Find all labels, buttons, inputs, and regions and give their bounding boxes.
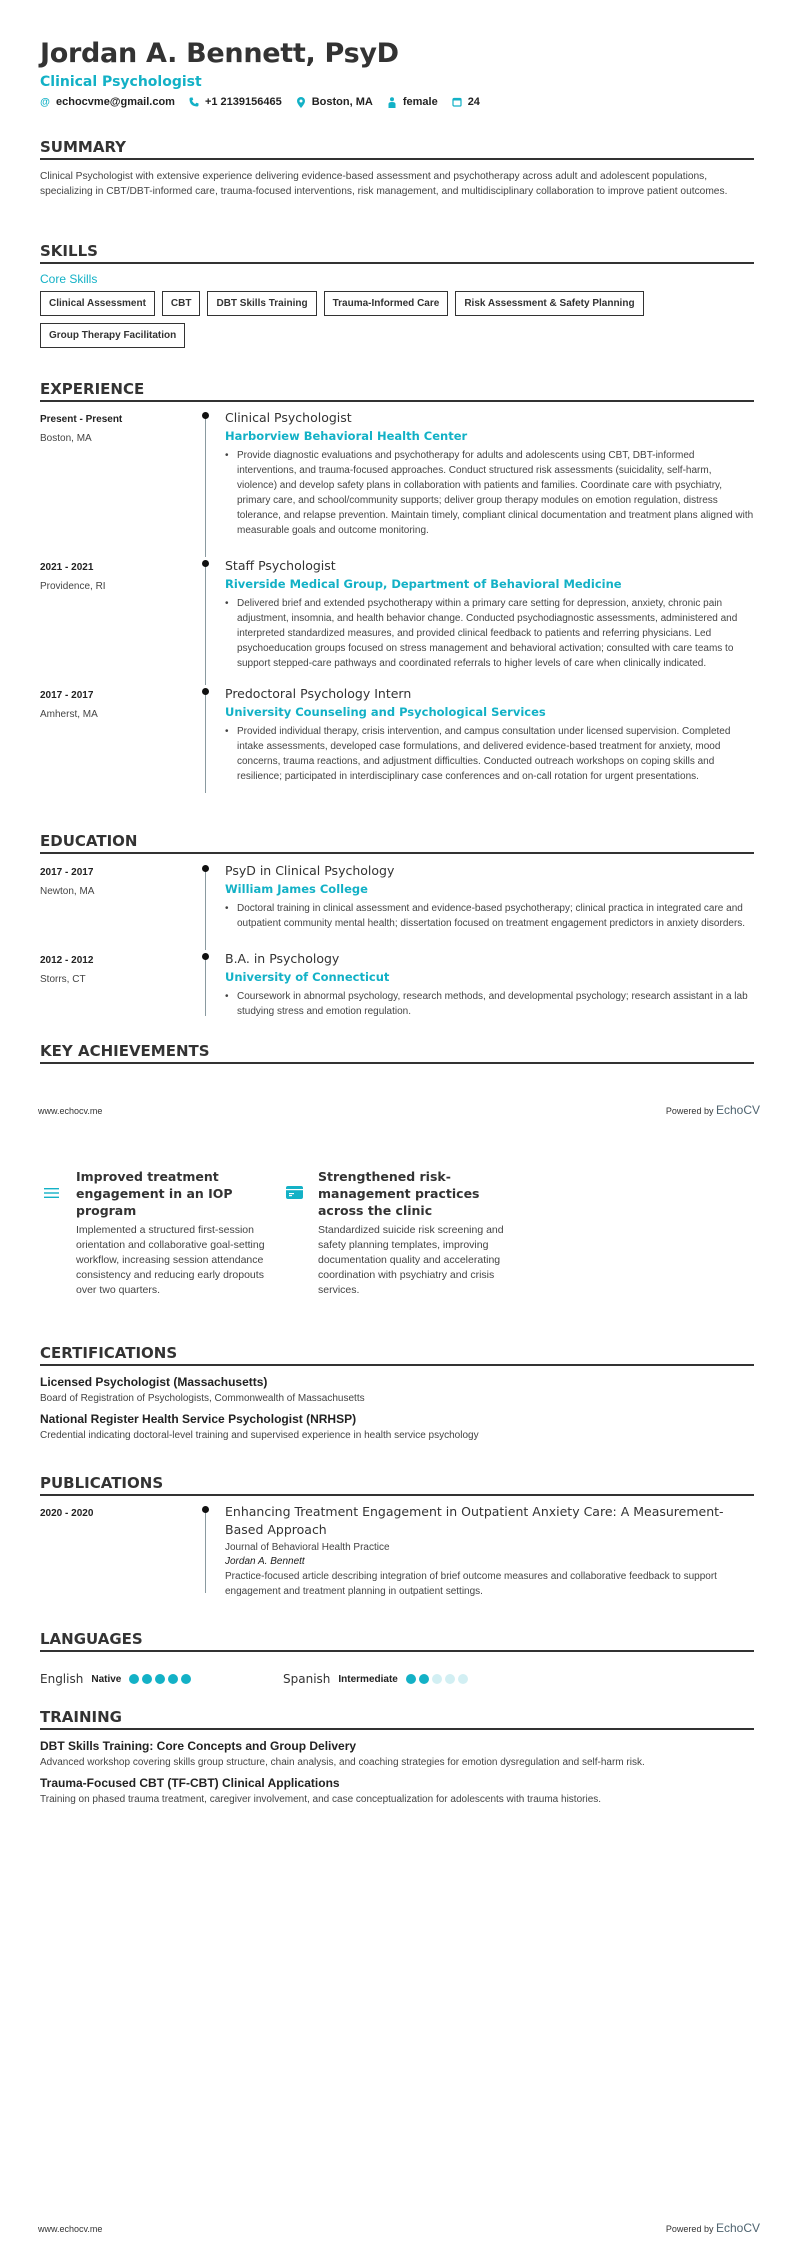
timeline-dot-icon [202, 560, 209, 567]
rating-dot-filled-icon [406, 1674, 416, 1684]
experience-item [40, 685, 754, 799]
rating-dot-empty-icon [432, 1674, 442, 1684]
language-item [40, 1672, 191, 1686]
skill-chip: DBT Skills Training [207, 291, 316, 316]
rating-dot-empty-icon [458, 1674, 468, 1684]
section-title-languages: LANGUAGES [40, 1630, 754, 1652]
card-icon [286, 1186, 306, 1298]
rating-dot-filled-icon [129, 1674, 139, 1684]
employer: Riverside Medical Group, Department of Behavioral Medicine [225, 577, 622, 591]
timeline-line [205, 689, 206, 793]
job-title: Staff Psychologist [225, 558, 336, 573]
certification-issuer: Credential indicating doctoral-level training and supervised experience in health service psychology [40, 1430, 479, 1441]
publication-date: 2020 - 2020 [40, 1508, 94, 1519]
experience-location: Amherst, MA [40, 709, 98, 720]
certification-item [40, 1375, 754, 1404]
footer-powered-by [666, 1103, 760, 1117]
timeline-dot-icon [202, 953, 209, 960]
contact-email[interactable] [40, 96, 175, 108]
email-value: echocvme@gmail.com [56, 96, 175, 108]
section-title-experience: EXPERIENCE [40, 380, 754, 402]
training-item [40, 1739, 754, 1768]
education-date: 2017 - 2017 [40, 867, 94, 878]
timeline-line [205, 954, 206, 1016]
section-title-education: EDUCATION [40, 832, 754, 854]
phone-icon [189, 97, 199, 107]
section-title-publications: PUBLICATIONS [40, 1474, 754, 1496]
skill-chips [40, 291, 754, 348]
timeline-dot-icon [202, 412, 209, 419]
achievement-text: Implemented a structured first-session orientation and collaborative goal-setting workflow, increasing session attendance consistency and reducing early dropouts over two quarters. [76, 1224, 265, 1296]
rating-dot-filled-icon [181, 1674, 191, 1684]
training-description: Advanced workshop covering skills group structure, chain analysis, and coaching strategies for emotion dysregulation and self-harm risk. [40, 1757, 645, 1768]
experience-item [40, 409, 754, 557]
experience-location: Boston, MA [40, 433, 92, 444]
achievement-title: Strengthened risk-management practices across the clinic [318, 1169, 480, 1218]
timeline-line [205, 866, 206, 950]
training-title: Trauma-Focused CBT (TF-CBT) Clinical Applications [40, 1776, 340, 1790]
candidate-role: Clinical Psychologist [40, 74, 202, 90]
language-item [283, 1672, 468, 1686]
language-name: English [40, 1672, 84, 1686]
brand-logo: EchoCV [715, 2221, 760, 2235]
timeline-dot-icon [202, 688, 209, 695]
experience-date: Present - Present [40, 414, 123, 425]
gender-value: female [402, 96, 438, 108]
timeline-dot-icon [202, 1506, 209, 1513]
school: William James College [225, 882, 368, 896]
footer-powered-by [666, 2221, 760, 2235]
achievement-text: Standardized suicide risk screening and safety planning templates, improving documentation quality and accelerating coordination with psychiatry and crisis services. [318, 1224, 504, 1296]
certification-title: Licensed Psychologist (Massachusetts) [40, 1375, 268, 1389]
timeline-dot-icon [202, 865, 209, 872]
certifications-list [40, 1375, 754, 1441]
location-value: Boston, MA [311, 96, 373, 108]
certification-issuer: Board of Registration of Psychologists, Commonwealth of Massachusetts [40, 1393, 365, 1404]
rating-dot-empty-icon [445, 1674, 455, 1684]
degree: B.A. in Psychology [225, 951, 340, 966]
job-bullet: • Provided individual therapy, crisis intervention, and campus consultation under licensed supervision. Completed intake assessments, developed case formulations, and delivered evidence-based treatment for anxiety, mood concerns, trauma reactions, and adjustment difficulties. Conducted outreach workshops on coping skills and resilience; participated in interdisciplinary case conferences and on-call rotation for urgent presentations. [225, 724, 754, 784]
rating-dot-filled-icon [142, 1674, 152, 1684]
employer: Harborview Behavioral Health Center [225, 429, 468, 443]
skill-chip: Trauma-Informed Care [324, 291, 449, 316]
timeline-line [205, 1507, 206, 1593]
training-description: Training on phased trauma treatment, caregiver involvement, and case conceptualization for adolescents with trauma histories. [40, 1794, 602, 1805]
achievement-item [44, 1168, 266, 1298]
publications-list [40, 1503, 754, 1597]
experience-date: 2021 - 2021 [40, 562, 94, 573]
school: University of Connecticut [225, 970, 390, 984]
contact-age [452, 96, 480, 108]
experience-location: Providence, RI [40, 581, 106, 592]
section-title-training: TRAINING [40, 1708, 754, 1730]
certification-title: National Register Health Service Psychologist (NRHSP) [40, 1412, 357, 1426]
age-value: 24 [467, 96, 480, 108]
training-list [40, 1739, 754, 1805]
contact-bar [40, 96, 480, 108]
skill-chip: Group Therapy Facilitation [40, 323, 185, 348]
language-rating [406, 1674, 468, 1684]
experience-date: 2017 - 2017 [40, 690, 94, 701]
skill-chip: CBT [162, 291, 201, 316]
section-title-summary: SUMMARY [40, 138, 754, 160]
job-bullet: • Provide diagnostic evaluations and psychotherapy for adults and adolescents using CBT, DBT-informed interventions, and trauma-focused approaches. Conduct structured risk assessments (suicidality, self-harm, violence) and develop safety plans in collaboration with patients and families. Coordinate care with psychiatry, primary care, and school/community supports; deliver group therapy modules on emotion regulation, distress tolerance, and relapse prevention. Maintain timely, compliant clinical documentation and treatment plans aligned with measurable goals and outcome monitoring. [225, 448, 754, 538]
language-level: Native [91, 1673, 122, 1685]
section-title-achievements: KEY ACHIEVEMENTS [40, 1042, 754, 1064]
section-title-skills: SKILLS [40, 242, 754, 264]
contact-gender [387, 96, 438, 108]
skill-chip: Risk Assessment & Safety Planning [455, 291, 643, 316]
phone-value: +1 2139156465 [204, 96, 282, 108]
rating-dot-filled-icon [419, 1674, 429, 1684]
skill-group-label: Core Skills [40, 272, 98, 286]
job-title: Predoctoral Psychology Intern [225, 686, 412, 701]
publication-title: Enhancing Treatment Engagement in Outpatient Anxiety Care: A Measurement-Based Approach [225, 1504, 724, 1537]
education-item [40, 862, 754, 950]
degree: PsyD in Clinical Psychology [225, 863, 395, 878]
timeline-line [205, 561, 206, 685]
education-item [40, 950, 754, 1020]
language-rating [129, 1674, 191, 1684]
timeline-line [205, 413, 206, 557]
publication-journal: Journal of Behavioral Health Practice [225, 1542, 390, 1553]
person-icon [387, 97, 397, 108]
education-date: 2012 - 2012 [40, 955, 94, 966]
calendar-icon [452, 97, 462, 107]
achievement-item [286, 1168, 508, 1298]
rating-dot-filled-icon [155, 1674, 165, 1684]
employer: University Counseling and Psychological Services [225, 705, 546, 719]
candidate-name: Jordan A. Bennett, PsyD [40, 38, 399, 69]
at-icon: @ [40, 96, 50, 108]
training-title: DBT Skills Training: Core Concepts and Group Delivery [40, 1739, 357, 1753]
menu-lines-icon [44, 1186, 64, 1298]
achievement-title: Improved treatment engagement in an IOP program [76, 1169, 233, 1218]
certification-item [40, 1412, 754, 1441]
job-title: Clinical Psychologist [225, 410, 352, 425]
language-level: Intermediate [338, 1673, 398, 1685]
publication-authors: Jordan A. Bennett [225, 1556, 305, 1567]
publication-item [40, 1503, 754, 1597]
education-list [40, 862, 754, 1020]
job-bullet: • Delivered brief and extended psychotherapy within a primary care setting for depression, anxiety, chronic pain adjustment, insomnia, and health behavior change. Conducted psychodiagnostic assessments, administered and interpreted standardized measures, and provided clinical feedback to patients and referring physicians. Led psychoeducation groups focused on stress management and behavioral activation; consulted with care teams to support stepped-care pathways and coordinated referrals to higher levels of care when clinically indicated. [225, 596, 754, 671]
education-location: Newton, MA [40, 886, 95, 897]
section-title-certifications: CERTIFICATIONS [40, 1344, 754, 1366]
training-item [40, 1776, 754, 1805]
footer-site-link[interactable]: www.echocv.me [38, 2224, 103, 2234]
experience-item [40, 557, 754, 685]
rating-dot-filled-icon [168, 1674, 178, 1684]
location-pin-icon [296, 97, 306, 108]
education-bullet: • Coursework in abnormal psychology, research methods, and developmental psychology; research assistant in a lab studying stress and emotion regulation. [225, 989, 754, 1019]
publication-description: Practice-focused article describing integration of brief outcome measures and collaborative feedback to support engagement and treatment planning in outpatient settings. [225, 1571, 717, 1597]
powered-by-label: Powered by [665, 2224, 714, 2234]
summary-text: Clinical Psychologist with extensive experience delivering evidence-based assessment and psychotherapy across adult and adolescent populations, specializing in CBT/DBT-informed care, trauma-focused interventions, risk management, and multidisciplinary collaboration to improve patient outcomes. [40, 171, 728, 197]
experience-list [40, 409, 754, 799]
contact-location [296, 96, 373, 108]
contact-phone[interactable] [189, 96, 282, 108]
education-bullet: • Doctoral training in clinical assessment and evidence-based psychotherapy; clinical practica in integrated care and outpatient community mental health; dissertation focused on treatment engagement predictors in anxiety disorders. [225, 901, 754, 931]
language-name: Spanish [283, 1672, 331, 1686]
footer-site-link[interactable]: www.echocv.me [38, 1106, 103, 1116]
education-location: Storrs, CT [40, 974, 86, 985]
brand-logo: EchoCV [715, 1103, 760, 1117]
skill-chip: Clinical Assessment [40, 291, 155, 316]
powered-by-label: Powered by [665, 1106, 714, 1116]
